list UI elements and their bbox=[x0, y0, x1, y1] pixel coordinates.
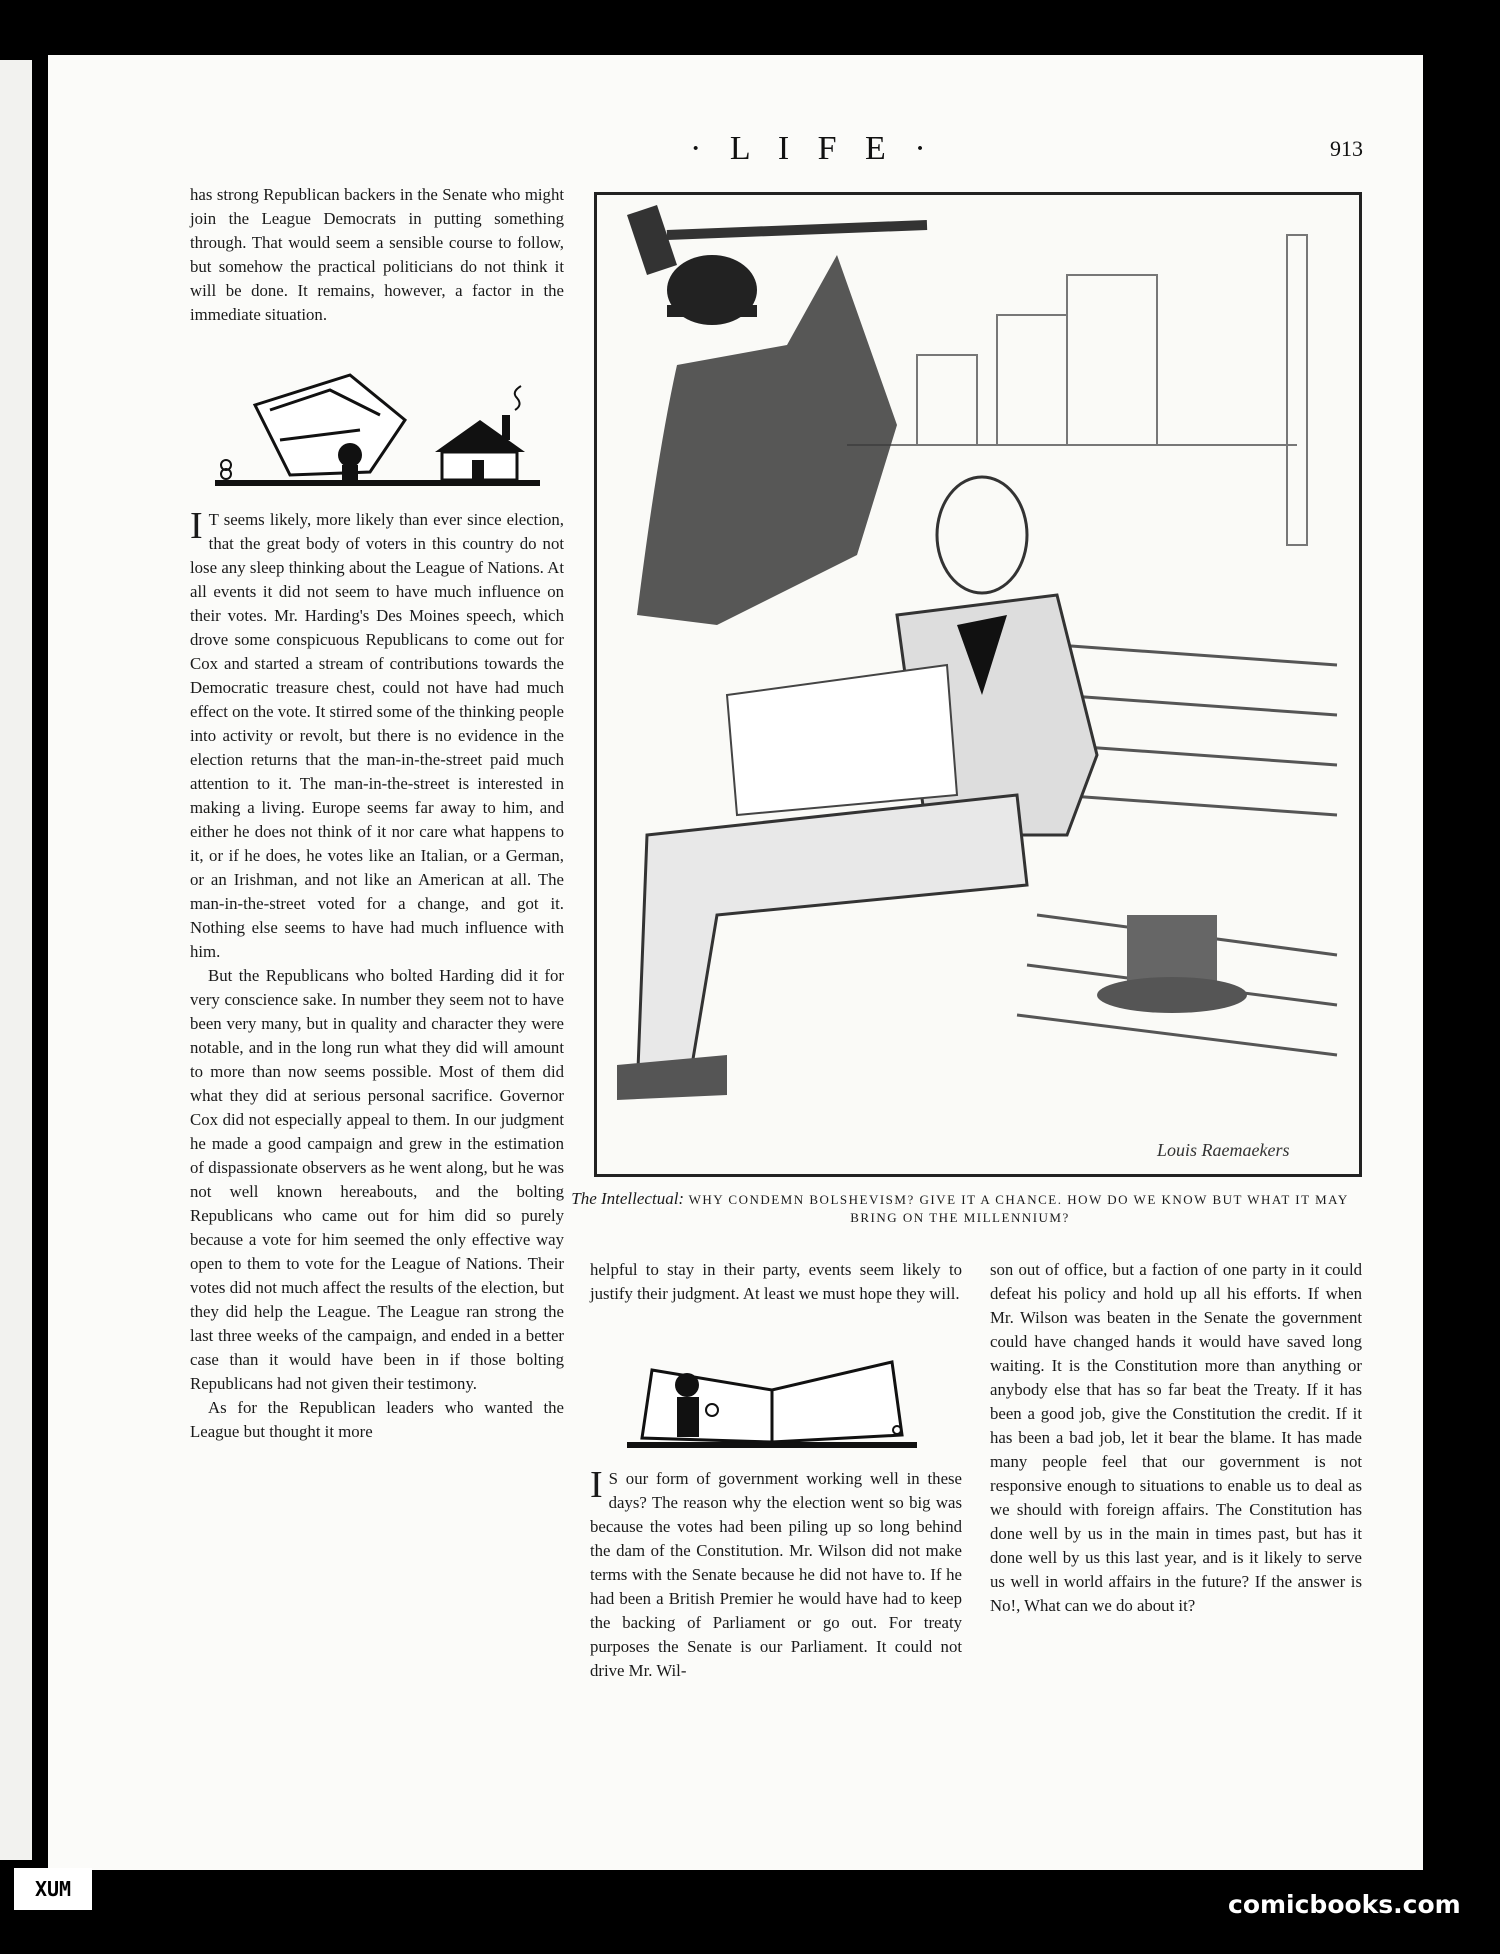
republicans-paragraph: But the Republicans who bolted Harding did it for very conscience sake. In number they seem not to have been very many, but in quality and character they were notable, and in the long run what they did will amount to more than now seems possible. Most of them did what they did at serious personal sacrifice. Governor Cox did not especially appeal to them. In our judgment he made a good campaign and grew in the estimation of dispassionate observers as he went along, but he was not well known hereabouts, and the bolting Republicans who came out for him did so purely because a vote for him seemed the only effective way open to them to vote for the League of Nations. Their votes did not much affect the results of the election, but they did help the League. The League ran strong the last three weeks of the campaign, and ended in a better case than it would have been in if those bolting Republicans had not given their testimony. bbox=[190, 966, 564, 1393]
caption-title: The Intellectual: bbox=[571, 1189, 685, 1208]
middle-top-paragraph: helpful to stay in their party, events seem likely to justify their judgment. At least we must hope they will. bbox=[590, 1260, 962, 1303]
middle-column-body bbox=[590, 1464, 962, 1683]
cartoon-frame bbox=[594, 192, 1362, 1177]
intro-paragraph: has strong Republican backers in the Senate who might join the League Democrats in putting something through. That would seem a sensible course to follow, but somehow the practical politicians do not think it will be done. It remains, however, a factor in the immediate situation. bbox=[190, 185, 564, 324]
magazine-title: · L I F E · bbox=[690, 130, 936, 167]
caption-text: WHY CONDEMN BOLSHEVISM? GIVE IT A CHANCE. HOW DO WE KNOW BUT WHAT IT MAY BRING ON THE MILLENNIUM? bbox=[688, 1192, 1349, 1225]
page-number: 913 bbox=[1330, 136, 1363, 161]
artist-signature: Louis Raemaekers bbox=[1157, 1140, 1290, 1160]
government-paragraph: S our form of government working well in these days? The reason why the election went so big was because the votes had been piling up so long behind the dam of the Constitution. Mr. Wilson did not make terms with the Senate because he did not have to. If he had been a British Premier he would have had to keep the backing of Parliament or go out. For treaty purposes the Senate is our Parliament. It could not drive Mr. Wil- bbox=[590, 1469, 962, 1680]
middle-column-top bbox=[590, 1258, 962, 1306]
left-column-body bbox=[190, 505, 564, 1444]
left-column-intro bbox=[190, 183, 564, 327]
archive-stamp: XUM bbox=[14, 1868, 92, 1910]
league-paragraph: T seems likely, more likely than ever since election, that the great body of voters in this country do not lose any sleep thinking about the League of Nations. At all events it did not seem to have much influence on their votes. Mr. Harding's Des Moines speech, which drove some conspicuous Republicans to come out for Cox and started a stream of contributions towards the Democratic treasure chest, could not have had much effect on the vote. It stirred some of the thinking people into activity or revolt, but there is no evidence in the election returns that the man-in-the-street paid much attention to it. The man-in-the-street is interested in making a living. Europe seems far away to him, and either he does not think of it nor care what happens to it, or if he does, he votes like an Italian, or a German, or an Irishman, and not like an American at all. The man-in-the-street voted for a change, and got it. Nothing else seems to have had much influence with him. bbox=[190, 510, 564, 961]
watermark: comicbooks.com bbox=[1228, 1890, 1461, 1919]
facing-page-edge bbox=[0, 60, 32, 1860]
moving-house-illustration bbox=[210, 360, 545, 492]
right-column bbox=[990, 1258, 1362, 1618]
constitution-paragraph: son out of office, but a faction of one party in it could defeat his policy and hold up all his efforts. If when Mr. Wilson was beaten in the Senate the government could have changed hands it would have saved long waiting. It is the Constitution more than anything or anybody else that has so far beat the Treaty. If it has been a good job, give the Constitution the credit. If it has been a bad job, let it bear the blame. It has made many people feel that our government is not responsive enough to situations to enable us to deal as we should with foreign affairs. The Constitution has done well by us in the main in times past, but has it done well by us this last year, and is it likely to serve us well in world affairs in the future? If the answer is No!, What can we do about it? bbox=[990, 1260, 1362, 1615]
reading-book-illustration bbox=[622, 1350, 922, 1450]
drop-cap: I bbox=[590, 1464, 603, 1506]
cartoon-illustration bbox=[597, 195, 1359, 1174]
cartoon-caption bbox=[560, 1190, 1360, 1227]
drop-cap: I bbox=[190, 505, 203, 547]
leaders-paragraph: As for the Republican leaders who wanted the League but thought it more bbox=[190, 1398, 564, 1441]
